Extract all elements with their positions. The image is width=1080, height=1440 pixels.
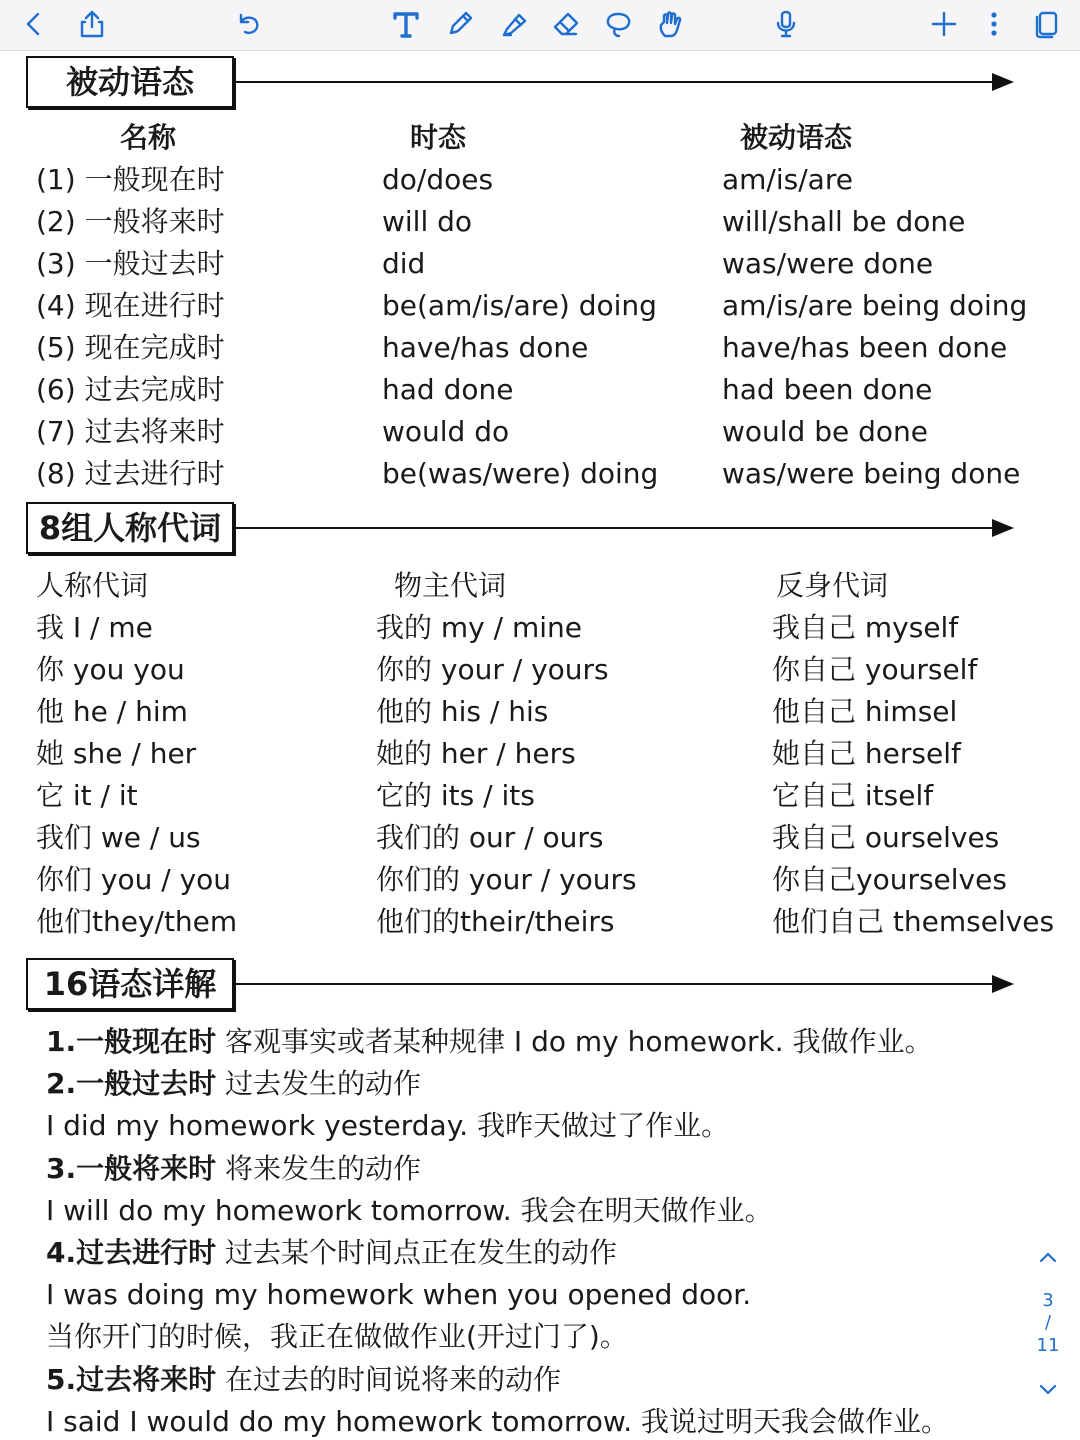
table-cell: 他 he / him (36, 695, 188, 728)
column-header: 人称代词 (36, 569, 149, 602)
pen-icon[interactable] (440, 6, 480, 42)
text-tool-icon[interactable] (386, 6, 426, 42)
tense-name: 4.过去进行时 (46, 1236, 217, 1269)
tense-name: 1.一般现在时 (46, 1025, 217, 1058)
table-cell: 我的 my / mine (376, 611, 583, 644)
table-cell: 我们的 our / ours (376, 821, 604, 854)
paragraph-line (46, 1067, 422, 1101)
table-cell: 你们 you / you (36, 863, 232, 896)
table-cell: be(am/is/are) doing (382, 289, 657, 322)
pages-icon[interactable] (1026, 6, 1066, 42)
paragraph-text: I said I would do my homework tomorrow. 我说过明天我会做作业。 (46, 1404, 950, 1438)
hand-icon[interactable] (650, 6, 690, 42)
paragraph-line (46, 1278, 752, 1312)
paragraph-line (46, 1025, 933, 1058)
paragraph-text: 过去发生的动作 (216, 1067, 422, 1101)
paragraph-text: I did my homework yesterday. 我昨天做过了作业。 (46, 1109, 730, 1143)
current-page: 3 (1042, 1290, 1054, 1311)
paragraph-text: 当你开门的时候，我正在做做作业(开过门了)。 (46, 1320, 628, 1354)
paragraph-text: 将来发生的动作 (216, 1151, 422, 1185)
paragraph-text: 客观事实或者某种规律 I do my homework. 我做作业。 (216, 1025, 933, 1058)
table-cell: 他们的their/theirs (376, 905, 615, 938)
table-cell: 我 I / me (36, 611, 153, 644)
top-toolbar (0, 0, 1080, 51)
section-divider (234, 81, 994, 83)
table-cell: 她自己 herself (772, 737, 961, 770)
table-cell: 你自己 yourself (772, 653, 978, 686)
add-icon[interactable] (924, 6, 964, 42)
table-cell: 他们they/them (36, 905, 238, 938)
table-cell: 我自己 myself (772, 611, 959, 644)
table-cell: 你 you you (36, 653, 185, 686)
arrow-head-icon (992, 975, 1014, 993)
microphone-icon[interactable] (766, 6, 806, 42)
table-cell: (4) 现在进行时 (36, 289, 225, 322)
eraser-icon[interactable] (546, 6, 586, 42)
table-cell: (1) 一般现在时 (36, 163, 225, 196)
back-icon[interactable] (14, 6, 54, 42)
page-down-icon[interactable] (1030, 1374, 1066, 1404)
table-cell: will do (382, 205, 473, 238)
paragraph-line (46, 1236, 618, 1269)
paragraph-line (46, 1320, 628, 1354)
table-cell: 我们 we / us (36, 821, 201, 854)
table-cell: do/does (382, 163, 494, 196)
table-cell: 它的 its / its (376, 779, 535, 812)
table-cell: (3) 一般过去时 (36, 247, 225, 280)
arrow-head-icon (992, 73, 1014, 91)
table-cell: 他们自己 themselves (772, 905, 1055, 938)
paragraph-line (46, 1109, 730, 1143)
section-title-passive-voice: 被动语态 (26, 56, 234, 108)
table-cell: (2) 一般将来时 (36, 205, 225, 238)
paragraph-line (46, 1151, 422, 1185)
share-icon[interactable] (72, 6, 112, 42)
table-cell: had done (382, 373, 514, 406)
table-cell: be(was/were) doing (382, 457, 659, 490)
tense-name: 5.过去将来时 (46, 1362, 217, 1396)
table-cell: (5) 现在完成时 (36, 331, 225, 364)
table-cell: am/is/are being doing (722, 289, 1028, 322)
paragraph-text: 在过去的时间说将来的动作 (216, 1362, 562, 1396)
table-cell: would be done (722, 415, 929, 448)
table-cell: (8) 过去进行时 (36, 457, 225, 490)
section-title-pronouns: 8组人称代词 (26, 502, 234, 554)
table-cell: did (382, 247, 426, 280)
table-cell: have/has done (382, 331, 589, 364)
column-header: 被动语态 (740, 121, 853, 154)
table-cell: 它自己 itself (772, 779, 934, 812)
paragraph-line (46, 1362, 562, 1396)
tense-name: 3.一般将来时 (46, 1151, 217, 1185)
table-cell: 我自己 ourselves (772, 821, 1000, 854)
paragraph-text: 过去某个时间点正在发生的动作 (216, 1236, 618, 1269)
table-cell: will/shall be done (722, 205, 966, 238)
table-cell: had been done (722, 373, 933, 406)
table-cell: (7) 过去将来时 (36, 415, 225, 448)
column-header: 反身代词 (776, 569, 889, 602)
total-pages: 11 (1036, 1335, 1060, 1356)
section-divider (234, 527, 994, 529)
table-cell: 你的 your / yours (376, 653, 609, 686)
table-cell: 你们的 your / yours (376, 863, 637, 896)
paragraph-text: I will do my homework tomorrow. 我会在明天做作业。 (46, 1193, 773, 1227)
table-cell: was/were being done (722, 457, 1021, 490)
lasso-icon[interactable] (598, 6, 638, 42)
table-cell: 他的 his / his (376, 695, 549, 728)
undo-icon[interactable] (228, 6, 268, 42)
table-cell: have/has been done (722, 331, 1008, 364)
table-cell: 她 she / her (36, 737, 197, 770)
column-header: 物主代词 (394, 569, 507, 602)
table-cell: 他自己 himsel (772, 695, 958, 728)
table-cell: was/were done (722, 247, 934, 280)
page-separator: / (1044, 1312, 1052, 1333)
paragraph-text: I was doing my homework when you opened door. (46, 1278, 752, 1312)
more-icon[interactable] (974, 6, 1014, 42)
column-header: 时态 (410, 121, 467, 154)
tense-name: 2.一般过去时 (46, 1067, 217, 1101)
section-title-tense-details: 16语态详解 (26, 958, 234, 1010)
table-cell: would do (382, 415, 510, 448)
table-cell: (6) 过去完成时 (36, 373, 225, 406)
arrow-head-icon (992, 519, 1014, 537)
section-divider (234, 983, 994, 985)
column-header: 名称 (120, 121, 177, 154)
table-cell: 它 it / it (36, 779, 138, 812)
page-up-icon[interactable] (1030, 1242, 1066, 1272)
paragraph-line (46, 1404, 950, 1438)
paragraph-line (46, 1193, 773, 1227)
table-cell: 她的 her / hers (376, 737, 576, 770)
highlighter-icon[interactable] (494, 6, 534, 42)
table-cell: 你自己yourselves (772, 863, 1007, 896)
table-cell: am/is/are (722, 163, 853, 196)
